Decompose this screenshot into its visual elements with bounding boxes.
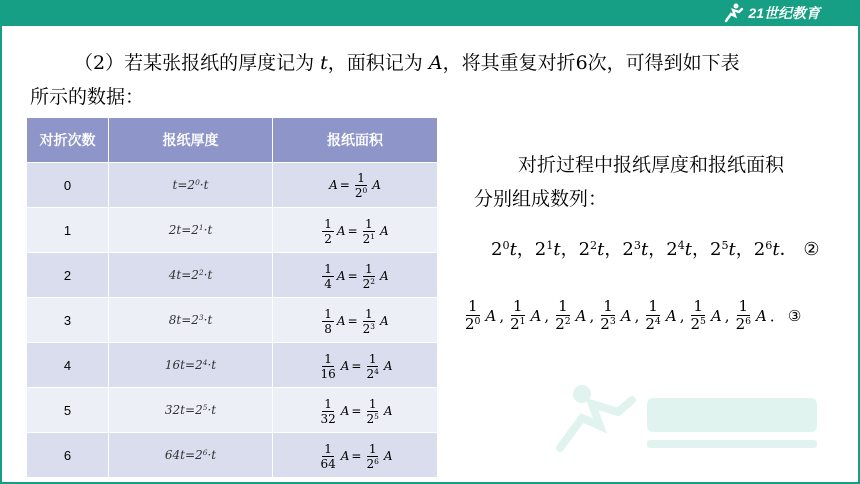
sequence-term: $\frac{1}{2^2}$ A <box>555 297 587 333</box>
thickness-sequence: $2^0t$，$2^1t$，$2^2t$，$2^3t$，$2^4t$，$2^5t$，$2^6t$． ② <box>491 238 820 260</box>
sequence-term: $\frac{1}{2^0}$ A <box>465 297 497 333</box>
table-row <box>27 388 438 433</box>
fold-count-cell: 1 <box>27 208 109 253</box>
table-header-row <box>27 118 438 163</box>
equation-mark-3: ③ <box>787 306 802 325</box>
area-cell: $\frac{1}{4}$ A = $\frac{1}{2^2}$ A <box>273 253 438 298</box>
fraction: $\frac{1}{2}$ <box>324 216 332 246</box>
fold-count-cell: 5 <box>27 388 109 433</box>
fraction: $\frac{1}{2^0}$ <box>354 170 368 200</box>
thickness-cell: $t=2^0\cdot t$ <box>109 163 273 208</box>
sequence-term: $2^2t$ <box>578 238 605 260</box>
fraction: $\frac{1}{2^2}$ <box>362 261 376 291</box>
area-cell: A = $\frac{1}{2^0}$ A <box>273 163 438 208</box>
intro-paragraph: （2）若某张报纸的厚度记为 t，面积记为 A，将其重复对折6次，可得到如下表 所示的数据： <box>30 52 740 108</box>
fraction: $\frac{1}{64}$ <box>320 441 336 471</box>
area-sequence: $\frac{1}{2^0}$ A , $\frac{1}{2^1}$ A , $\frac{1}{2^2}$ A , $\frac{1}{2^3}$ A , $\frac{1}{2^4}$ A , $\frac{1}{2^5}$ A , $\frac{1}{2^6}$ A ． ③ <box>462 299 801 332</box>
area-cell: $\frac{1}{32}$ A = $\frac{1}{2^5}$ A <box>273 388 438 433</box>
sequence-term: $2^3t$ <box>622 238 649 260</box>
thickness-cell: $32t=2^5\cdot t$ <box>109 388 273 433</box>
fraction: $\frac{1}{2^1}$ <box>362 216 376 246</box>
fold-count-cell: 4 <box>27 343 109 388</box>
sequence-term: $2^5t$ <box>709 238 736 260</box>
fraction: $\frac{1}{2^6}$ <box>366 441 379 471</box>
header-fold-count: 对折次数 <box>27 118 109 163</box>
area-cell: $\frac{1}{8}$ A = $\frac{1}{2^3}$ A <box>273 298 438 343</box>
header-thickness: 报纸厚度 <box>109 118 273 163</box>
sequence-term: $\frac{1}{2^1}$ A <box>510 297 542 333</box>
fraction: $\frac{1}{2^4}$ <box>366 351 379 381</box>
table-row <box>27 343 438 388</box>
header-bar <box>0 0 860 26</box>
area-cell: $\frac{1}{64}$ A = $\frac{1}{2^6}$ A <box>273 433 438 478</box>
runner-logo-icon <box>722 3 744 23</box>
table-row <box>27 253 438 298</box>
fraction: $\frac{1}{2^0}$ <box>465 297 481 333</box>
fold-count-cell: 2 <box>27 253 109 298</box>
fraction: $\frac{1}{32}$ <box>320 396 336 426</box>
area-cell: $\frac{1}{2}$ A = $\frac{1}{2^1}$ A <box>273 208 438 253</box>
table-row <box>27 433 438 478</box>
fraction: $\frac{1}{8}$ <box>324 306 332 336</box>
sequence-term: $\frac{1}{2^6}$ A <box>735 297 767 333</box>
area-cell: $\frac{1}{16}$ A = $\frac{1}{2^4}$ A <box>273 343 438 388</box>
thickness-cell: $64t=2^6\cdot t$ <box>109 433 273 478</box>
folding-data-table <box>26 117 438 478</box>
watermark-logo <box>552 378 832 458</box>
fraction: $\frac{1}{4}$ <box>324 261 332 291</box>
sequence-term: $\frac{1}{2^5}$ A <box>690 297 722 333</box>
fraction: $\frac{1}{2^6}$ <box>735 297 752 333</box>
fold-count-cell: 3 <box>27 298 109 343</box>
table-row <box>27 163 438 208</box>
table-row <box>27 298 438 343</box>
equation-mark-2: ② <box>803 239 820 260</box>
header-area: 报纸面积 <box>273 118 438 163</box>
sequence-term: $\frac{1}{2^4}$ A <box>645 297 677 333</box>
sequence-term: $2^6t$ <box>753 238 780 260</box>
fraction: $\frac{1}{2^5}$ <box>366 396 379 426</box>
fraction: $\frac{1}{2^2}$ <box>555 297 571 333</box>
fold-count-cell: 6 <box>27 433 109 478</box>
fraction: $\frac{1}{2^1}$ <box>510 297 526 333</box>
sequence-term: $2^0t$ <box>491 238 517 260</box>
fraction: $\frac{1}{2^5}$ <box>690 297 706 333</box>
fold-count-cell: 0 <box>27 163 109 208</box>
table-row <box>27 208 438 253</box>
thickness-cell: $16t=2^4\cdot t$ <box>109 343 273 388</box>
fraction: $\frac{1}{2^3}$ <box>362 306 376 336</box>
logo <box>722 2 820 24</box>
logo-brand: 21世纪教育 <box>748 5 820 21</box>
sequence-term: $\frac{1}{2^3}$ A <box>600 297 632 333</box>
fraction: $\frac{1}{16}$ <box>320 351 336 381</box>
sequence-term: $2^4t$ <box>666 238 692 260</box>
fraction: $\frac{1}{2^4}$ <box>645 297 661 333</box>
description: 对折过程中报纸厚度和报纸面积 分别组成数列： <box>474 154 785 210</box>
thickness-cell: $8t=2^3\cdot t$ <box>109 298 273 343</box>
fraction: $\frac{1}{2^3}$ <box>600 297 616 333</box>
thickness-cell: $4t=2^2\cdot t$ <box>109 253 273 298</box>
thickness-cell: $2t=2^1\cdot t$ <box>109 208 273 253</box>
frame-left <box>0 26 2 484</box>
sequence-term: $2^1t$ <box>534 238 561 260</box>
